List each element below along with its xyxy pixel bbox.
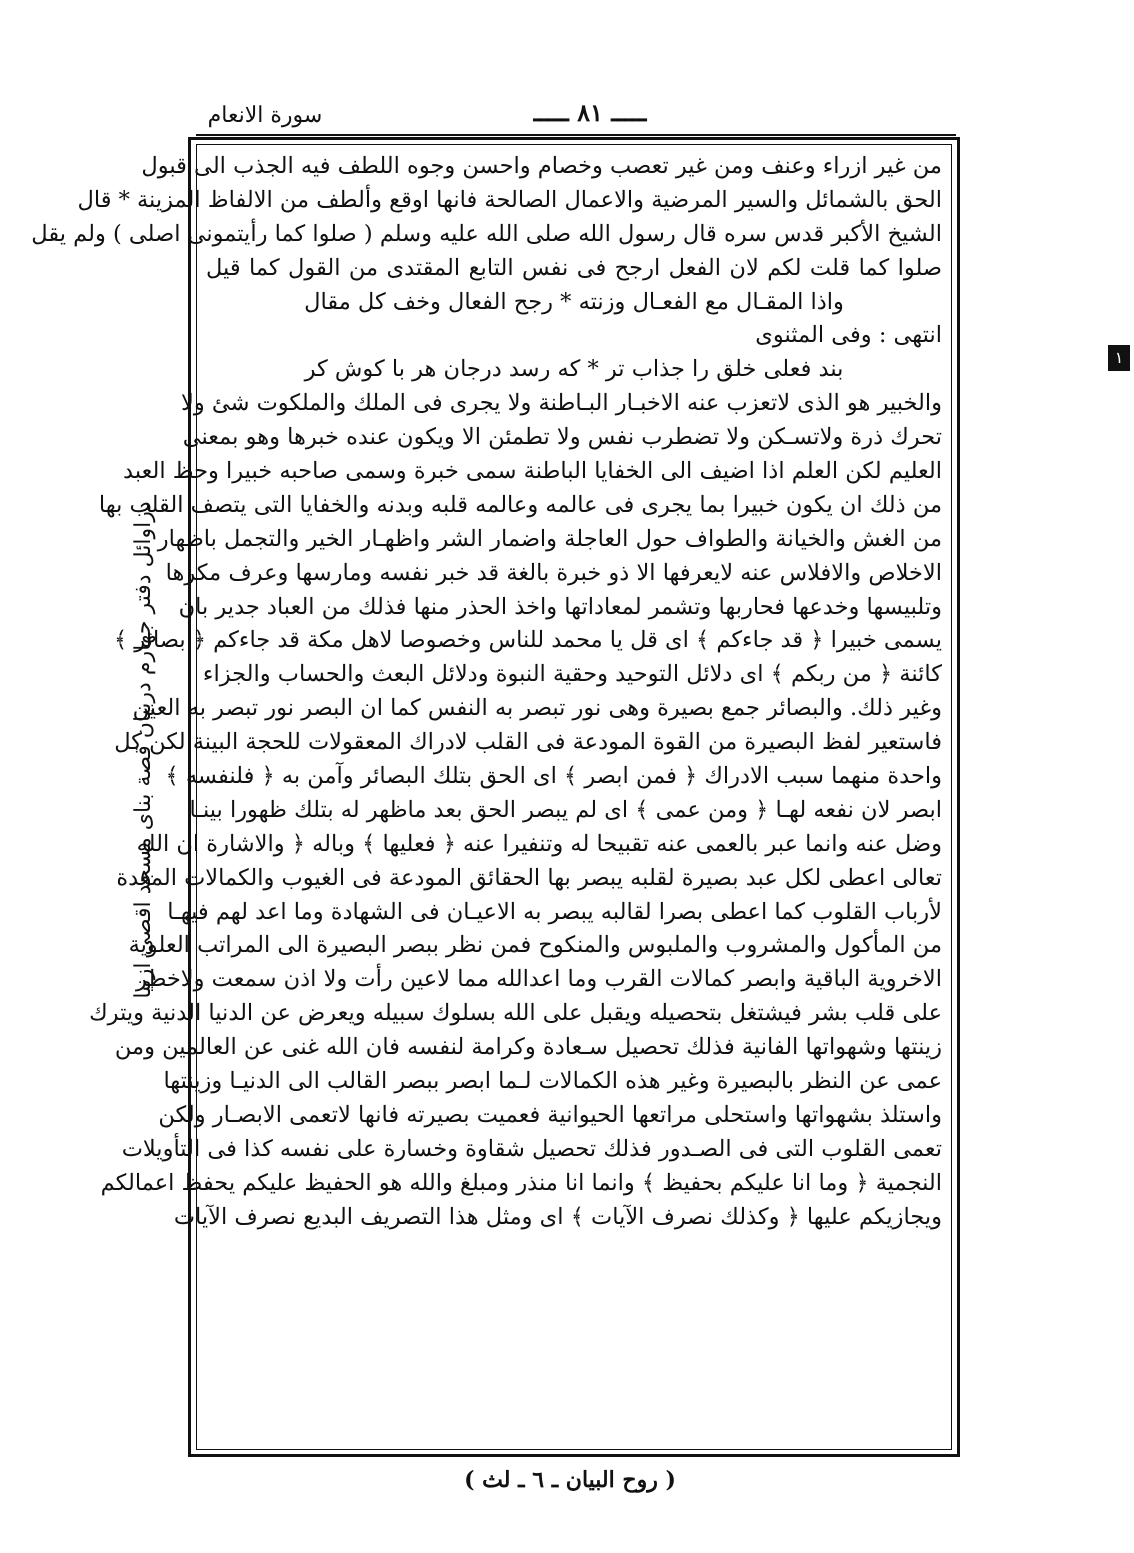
text-line: الاخروية الباقية وابصر كمالات القرب وما اعدالله مما لاعين رأت ولا اذن سمعت ولاخطر bbox=[136, 966, 942, 993]
page-footer: ( روح البيان ـ ٦ ـ لث ) bbox=[464, 1467, 676, 1493]
verse-line: واذا المقـال مع الفعـال وزنته * رجح الفعال وخف كل مقال bbox=[304, 288, 844, 315]
text-line: لأرباب القلوب كما اعطى بصرا لقالبه يبصر به الاعيـان فى الشهادة وما اعد لهم فيهـا bbox=[167, 898, 942, 925]
text-line: تحرك ذرة ولاتسـكن ولا تضطرب نفس ولا تطمئن الا ويكون عنده خبرها وهو بمعنى bbox=[182, 424, 942, 451]
text-line: يسمى خبيرا ﴿ قد جاءكم ﴾ اى قل يا محمد للناس وخصوصا لاهل مكة قد جاءكم ﴿ بصائر ﴾ bbox=[114, 627, 942, 654]
text-line: كائنة ﴿ من ربكم ﴾ اى دلائل التوحيد وحقية النبوة ودلائل البعث والحساب والجزاء bbox=[202, 661, 942, 688]
text-line: تعالى اعطى لكل عبد بصيرة لقلبه يبصر بها الحقائق المودعة فى الغيوب والكمالات المعدة bbox=[116, 864, 942, 891]
text-line: ويجازيكم عليها ﴿ وكذلك نصرف الآيات ﴾ اى ومثل هذا التصريف البديع نصرف الآيات bbox=[173, 1203, 942, 1230]
text-line: وغير ذلك. والبصائر جمع بصيرة وهى نور تبصر به النفس كما ان البصر نور تبصر به العين bbox=[132, 695, 942, 722]
text-line: من المأكول والمشروب والملبوس والمنكوح فمن نظر ببصر البصيرة الى المراتب العلوية bbox=[128, 932, 942, 959]
text-line: ابصر لان نفعه لهـا ﴿ ومن عمى ﴾ اى لم يبصر الحق بعد ماظهر له بتلك ظهورا بينـا bbox=[189, 796, 942, 823]
text-line: عمى عن النظر بالبصيرة وغير هذه الكمالات لـما ابصر ببصر القالب الى الدنيـا وزينتها bbox=[163, 1068, 942, 1095]
header-rule bbox=[196, 134, 956, 136]
text-line: الشيخ الأكبر قدس سره قال رسول الله صلى الله عليه وسلم ( صلوا كما رأيتمونى اصلى ) ولم يقل bbox=[31, 220, 942, 247]
text-line: صلوا كما قلت لكم لان الفعل ارجح فى نفس التابع المقتدى من القول كما قيل bbox=[206, 254, 942, 281]
text-line: والخبير هو الذى لاتعزب عنه الاخبـار البـاطنة ولا يجرى فى الملك والملكوت شئ ولا bbox=[180, 390, 942, 417]
text-line: العليم لكن العلم اذا اضيف الى الخفايا الباطنة سمى خبرة وسمى صاحبه خبيرا وحظ العبد bbox=[123, 458, 942, 485]
surah-name-header: سورة الانعام bbox=[207, 103, 323, 128]
text-line: من الغش والخيانة والطواف حول العاجلة واضمار الشر واظهـار الخير والتجمل باظهار bbox=[157, 525, 942, 552]
text-line: الاخلاص والافلاس عنه لايعرفها الا ذو خبرة بالغة قد خبر نفسه ومارسها وعرف مكرها bbox=[165, 559, 942, 586]
text-line: وضل عنه وانما عبر بالعمى عنه تقبيحا له وتنفيرا عنه ﴿ فعليها ﴾ وباله ﴿ والاشارة ان الله bbox=[136, 830, 942, 857]
text-line: النجمية ﴿ وما انا عليكم بحفيظ ﴾ وانما انا منذر ومبلغ والله هو الحفيظ عليكم يحفظ اعمالكم bbox=[100, 1169, 942, 1196]
margin-mark: ١ bbox=[1108, 345, 1130, 371]
text-line: الحق بالشمائل والسير المرضية والاعمال الصالحة فانها اوقع وألطف من الالفاظ المزينة * قال bbox=[77, 186, 942, 213]
text-line: واحدة منهما سبب الادراك ﴿ فمن ابصر ﴾ اى الحق بتلك البصائر وآمن به ﴿ فلنفسه ﴾ bbox=[165, 763, 942, 790]
text-line: تعمى القلوب التى فى الصـدور فذلك تحصيل شقاوة وخسارة على نفسه كذا فى التأويلات bbox=[121, 1135, 942, 1162]
text-line: واستلذ بشهواتها واستحلى مراتعها الحيوانية فعميت بصيرته فانها لاتعمى الابصـار ولكن bbox=[158, 1101, 942, 1128]
text-line: من غير ازراء وعنف ومن غير تعصب وخصام واحسن وجوه اللطف فيه الجذب الى قبول bbox=[141, 153, 942, 179]
margin-note: دراوائل دفتر جهارم دربيان قصة بناى مسجد اقصى ازنيا bbox=[131, 501, 156, 999]
text-line: من ذلك ان يكون خبيرا بما يجرى فى عالمه وعالمه قلبه وبدنه والخفايا التى يتصف القلب بها bbox=[98, 491, 942, 518]
text-line: انتهى : وفى المثنوى bbox=[755, 322, 942, 349]
text-line: فاستعير لفظ البصيرة من القوة المودعة فى القلب لادراك المعقولات للحجة البينة لكن كل bbox=[114, 729, 942, 756]
text-line: زينتها وشهواتها الفانية فذلك تحصيل سـعادة وكرامة لنفسه فان الله غنى عن العالمين ومن bbox=[114, 1034, 942, 1061]
verse-line: بند فعلى خلق را جذاب تر * كه رسد درجان هر با كوش كر bbox=[304, 356, 844, 383]
page-number: ـــــ ٨١ ـــــ bbox=[533, 98, 647, 127]
text-line: وتلبيسها وخدعها فحاربها وتشمر لمعاداتها واخذ الحذر منها فذلك من العباد جدير بان bbox=[178, 593, 942, 620]
text-line: على قلب بشر فيشتغل بتحصيله ويقبل على الله بسلوك سبيله ويعرض عن الدنيا الدنية ويترك bbox=[89, 1000, 942, 1027]
